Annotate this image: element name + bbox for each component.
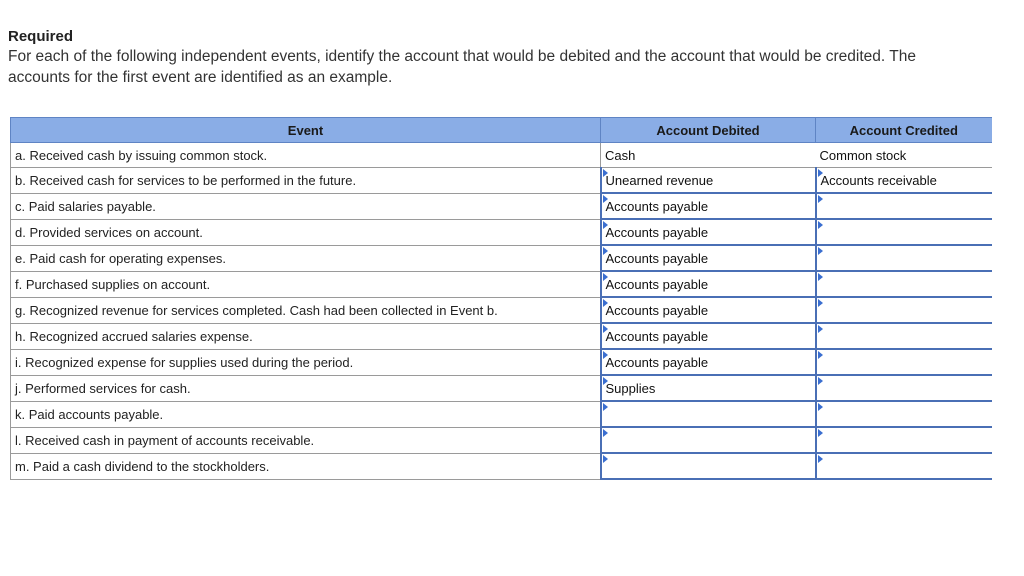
table-row — [11, 349, 992, 375]
account-debited-value: Accounts payable — [605, 276, 709, 292]
account-debited-dropdown[interactable] — [601, 349, 816, 375]
required-heading: Required — [8, 28, 74, 45]
account-credited-dropdown[interactable] — [816, 168, 992, 194]
account-debited-value: Accounts payable — [605, 198, 709, 214]
account-debited-dropdown[interactable] — [601, 271, 816, 297]
dropdown-marker-icon — [818, 429, 823, 437]
event-column-header: Event — [11, 118, 601, 143]
account-debited-value: Accounts payable — [605, 224, 709, 240]
account-credited-value: Accounts receivable — [820, 172, 937, 188]
account-credited-dropdown[interactable] — [816, 245, 992, 271]
event-cell: i. Recognized expense for supplies used during the period. — [11, 349, 601, 375]
event-cell: h. Recognized accrued salaries expense. — [11, 323, 601, 349]
account-credited-dropdown[interactable] — [816, 375, 992, 401]
table-row — [11, 271, 992, 297]
account-debited-dropdown[interactable] — [601, 297, 816, 323]
table-row — [11, 143, 992, 168]
table-row — [11, 168, 992, 194]
table-row — [11, 245, 992, 271]
account-debited-dropdown[interactable] — [601, 168, 816, 194]
dropdown-marker-icon — [603, 455, 608, 463]
table-row — [11, 427, 992, 453]
account-credited-dropdown[interactable] — [816, 271, 992, 297]
dropdown-marker-icon — [818, 455, 823, 463]
event-cell: a. Received cash by issuing common stock. — [11, 143, 601, 168]
event-cell: k. Paid accounts payable. — [11, 401, 601, 427]
account-credited-dropdown[interactable] — [816, 323, 992, 349]
account-debited-value: Supplies — [605, 380, 656, 396]
dropdown-marker-icon — [818, 299, 823, 307]
account-debited-dropdown[interactable] — [601, 427, 816, 453]
account-debited-dropdown[interactable] — [601, 193, 816, 219]
event-cell: m. Paid a cash dividend to the stockholders. — [11, 453, 601, 479]
account-debited-dropdown — [601, 143, 816, 168]
table-row — [11, 193, 992, 219]
dropdown-marker-icon — [818, 221, 823, 229]
dropdown-marker-icon — [818, 403, 823, 411]
debited-column-header: Account Debited — [601, 118, 816, 143]
dropdown-marker-icon — [818, 377, 823, 385]
account-credited-dropdown[interactable] — [816, 349, 992, 375]
account-debited-value: Accounts payable — [605, 302, 709, 318]
account-debited-dropdown[interactable] — [601, 323, 816, 349]
account-credited-dropdown[interactable] — [816, 453, 992, 479]
journal-table — [10, 117, 992, 480]
dropdown-marker-icon — [818, 325, 823, 333]
table-header-row — [11, 118, 992, 143]
dropdown-marker-icon — [818, 195, 823, 203]
account-credited-dropdown[interactable] — [816, 219, 992, 245]
dropdown-marker-icon — [603, 403, 608, 411]
account-debited-dropdown[interactable] — [601, 453, 816, 479]
account-debited-value: Accounts payable — [605, 354, 709, 370]
event-cell: j. Performed services for cash. — [11, 375, 601, 401]
account-debited-value: Unearned revenue — [605, 172, 714, 188]
instructions-text: For each of the following independent events, identify the account that would be debited and the account that would be credited. The accounts for the first event are identified as an example. — [8, 48, 916, 86]
account-debited-value: Accounts payable — [605, 250, 709, 266]
event-cell: l. Received cash in payment of accounts receivable. — [11, 427, 601, 453]
event-cell: d. Provided services on account. — [11, 219, 601, 245]
event-cell: f. Purchased supplies on account. — [11, 271, 601, 297]
account-debited-dropdown[interactable] — [601, 245, 816, 271]
account-debited-value: Cash — [605, 147, 636, 163]
event-cell: c. Paid salaries payable. — [11, 193, 601, 219]
account-debited-dropdown[interactable] — [601, 219, 816, 245]
table-row — [11, 375, 992, 401]
account-debited-dropdown[interactable] — [601, 375, 816, 401]
credited-column-header: Account Credited — [816, 118, 992, 143]
table-row — [11, 401, 992, 427]
dropdown-marker-icon — [818, 273, 823, 281]
account-credited-dropdown[interactable] — [816, 427, 992, 453]
account-debited-value: Accounts payable — [605, 328, 709, 344]
dropdown-marker-icon — [818, 351, 823, 359]
account-debited-dropdown[interactable] — [601, 401, 816, 427]
account-credited-value: Common stock — [819, 147, 907, 163]
table-row — [11, 297, 992, 323]
event-cell: e. Paid cash for operating expenses. — [11, 245, 601, 271]
event-cell: b. Received cash for services to be performed in the future. — [11, 168, 601, 194]
account-credited-dropdown[interactable] — [816, 193, 992, 219]
account-credited-dropdown[interactable] — [816, 401, 992, 427]
account-credited-dropdown[interactable] — [816, 297, 992, 323]
dropdown-marker-icon — [603, 429, 608, 437]
event-cell: g. Recognized revenue for services completed. Cash had been collected in Event b. — [11, 297, 601, 323]
table-row — [11, 323, 992, 349]
table-row — [11, 453, 992, 479]
table-row — [11, 219, 992, 245]
account-credited-dropdown — [816, 143, 992, 168]
dropdown-marker-icon — [818, 247, 823, 255]
